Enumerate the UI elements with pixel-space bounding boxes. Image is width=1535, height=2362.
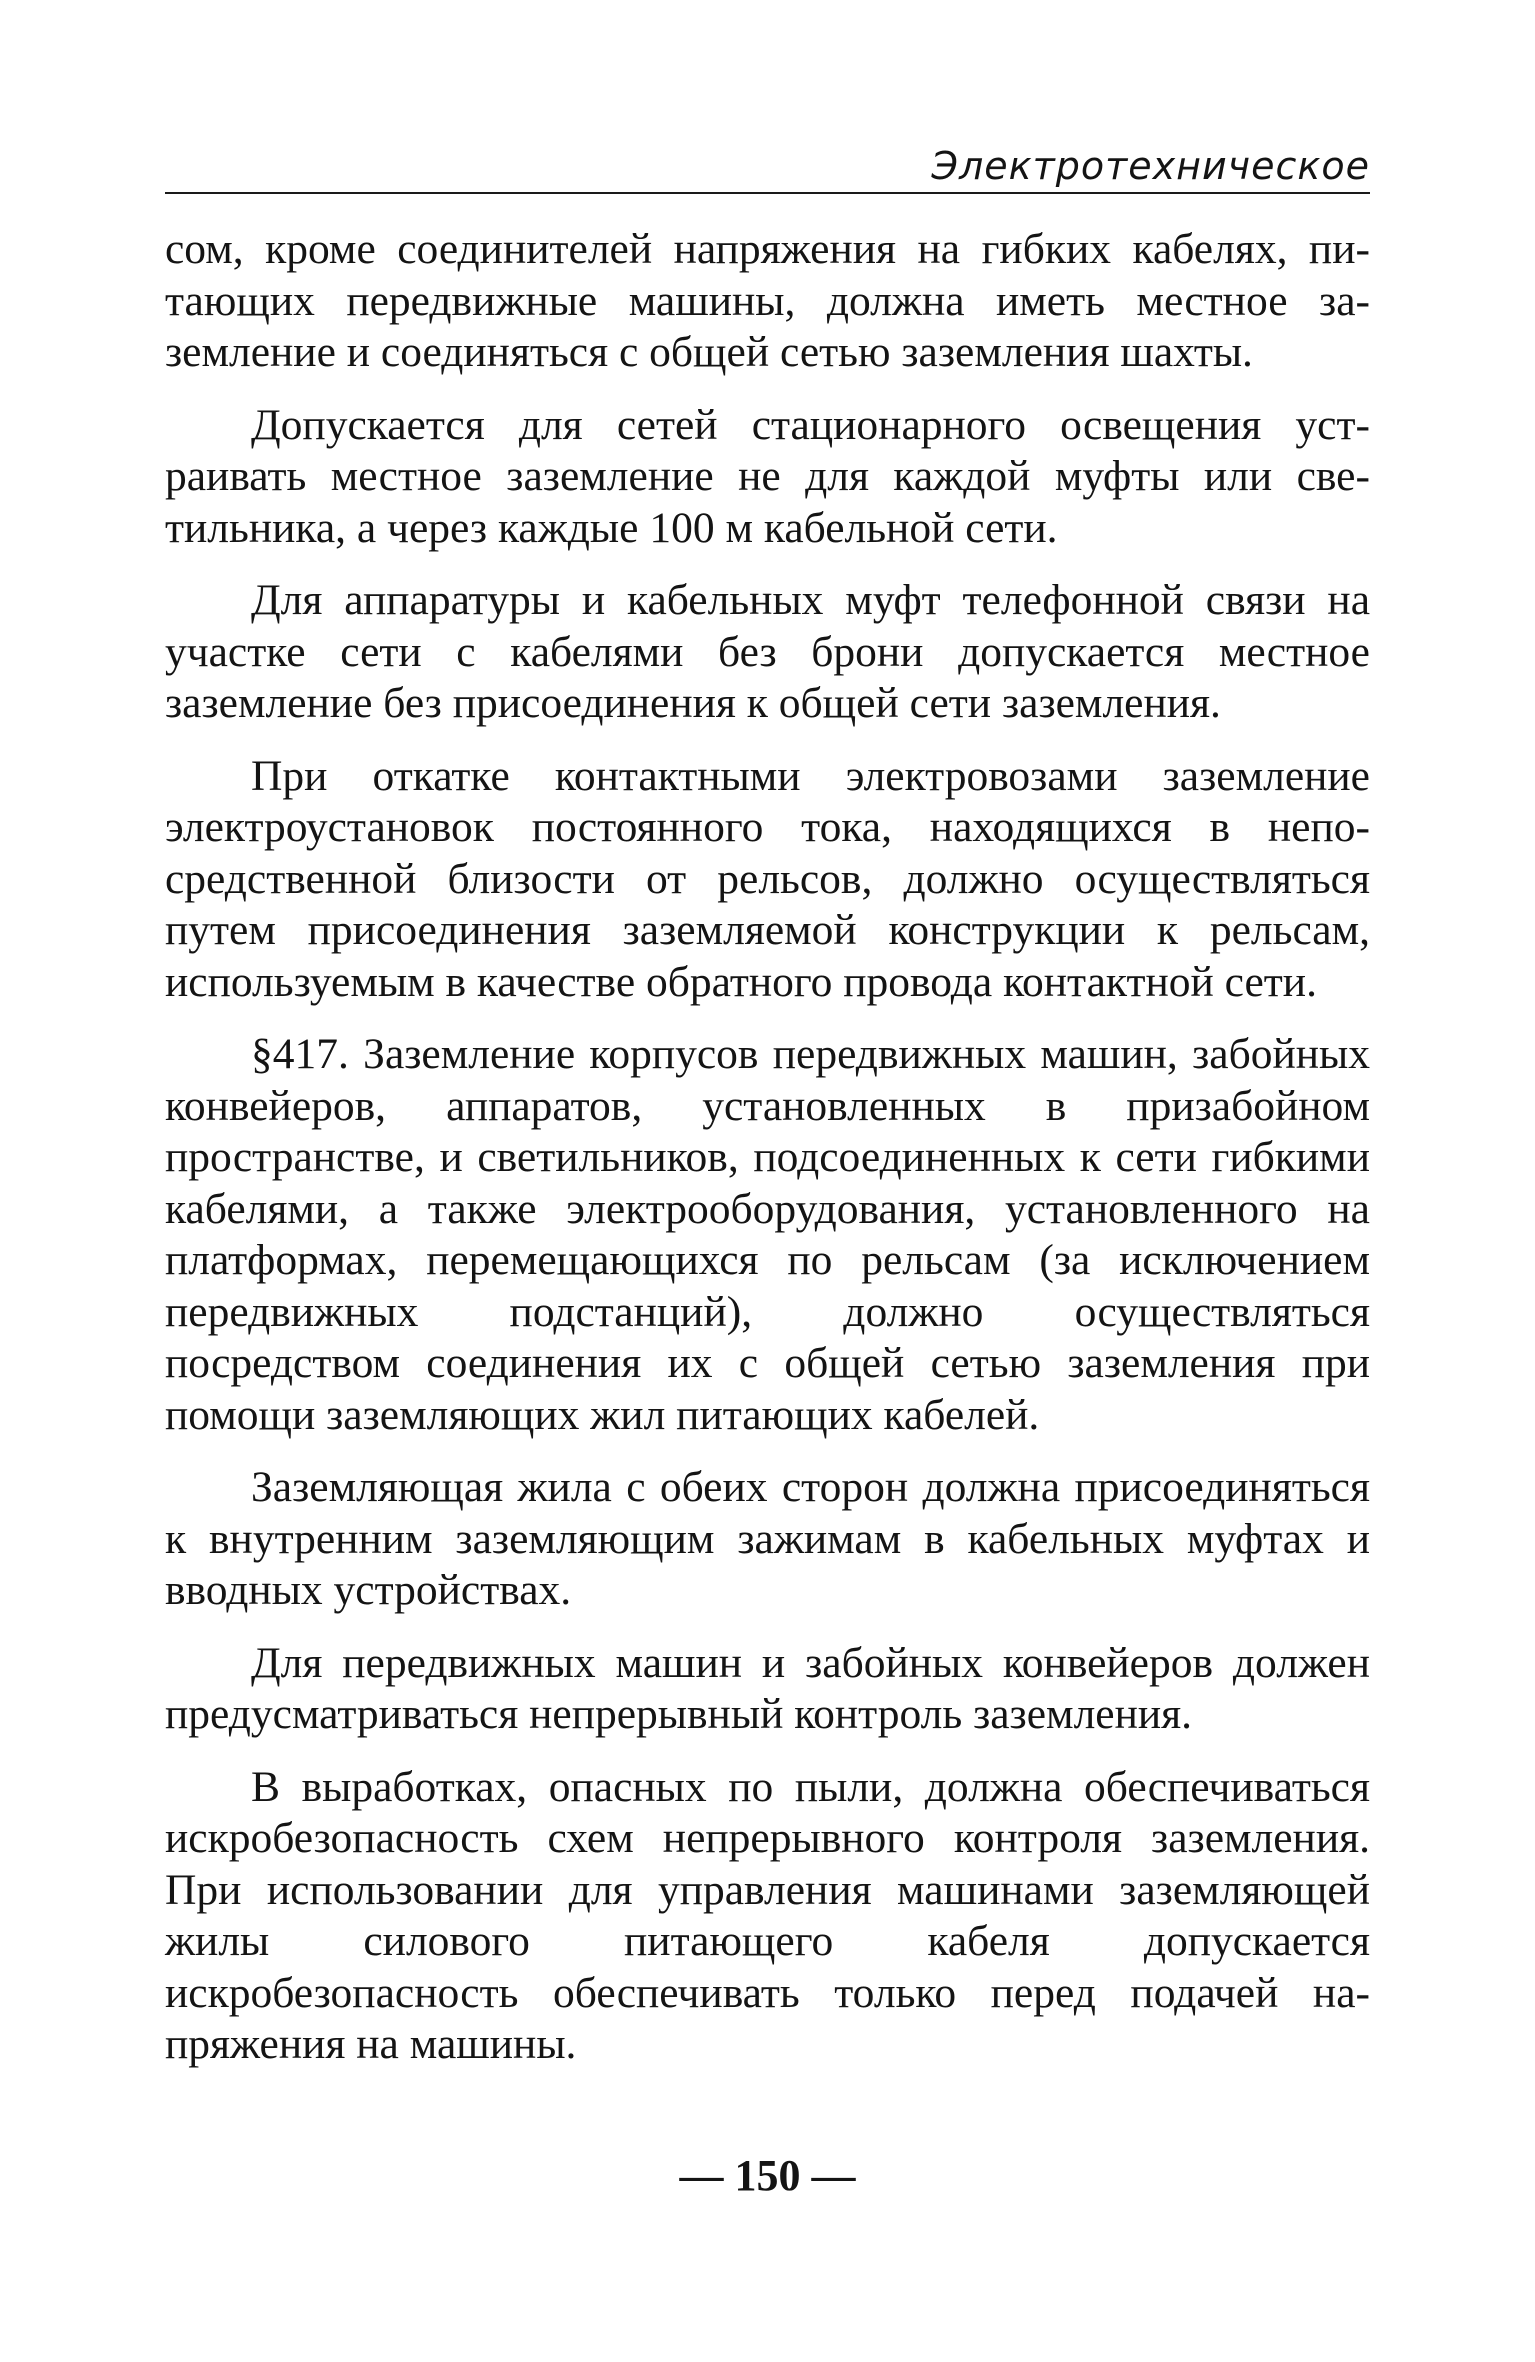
running-head-title: Электротехническое [931,144,1370,188]
body-text [165,224,1370,2071]
paragraph: При откатке контактными электровозами заземление электроустановок постоянного тока, находящихся в непосредственной близости от рельсов, должно осуществляться путем присоединения заземляемой конструкции к рельсам, используемым в качестве обратного провода контактной сети. [165,751,1370,1006]
paragraph-section-417: §417. Заземление корпусов передвижных машин, забойных конвейеров, аппаратов, установленных в призабойном пространстве, и светильников, подсоединенных к сети гибкими кабелями, а также электрооборудования, установленного на платформах, перемещающихся по рельсам (за исключением передвижных подстанций), должно осуществляться посредством соединения их с общей сетью заземления при помощи заземляющих жил питающих кабелей. [165,1030,1370,1439]
paragraph: Для аппаратуры и кабельных муфт телефонной связи на участке сети с кабелями без брони допускается местное заземление без присоединения к общей сети заземления. [165,576,1370,727]
running-head [165,140,1370,194]
paragraph: Для передвижных машин и забойных конвейеров должен предусматриваться непрерывный контроль заземления. [165,1638,1370,1738]
book-page [165,140,1370,2092]
page-number: — 150 — [679,2151,856,2200]
paragraph: Допускается для сетей стационарного освещения устраивать местное заземление не для каждой муфты или светильника, а через каждые 100 м кабельной сети. [165,400,1370,552]
paragraph: В выработках, опасных по пыли, должна обеспечиваться искробезопасность схем непрерывного контроля заземления. При использовании для управления машинами заземляющей жилы силового питающего кабеля допускается искробезопасность обеспечивать только перед подачей напряжения на машины. [165,1762,1370,2068]
paragraph: Заземляющая жила с обеих сторон должна присоединяться к внутренним заземляющим зажимам в кабельных муфтах и вводных устройствах. [165,1463,1370,1614]
paragraph-continuation: сом, кроме соединителей напряжения на гибких кабелях, питающих передвижные машины, должна иметь местное заземление и соединяться с общей сетью заземления шахты. [165,225,1370,376]
